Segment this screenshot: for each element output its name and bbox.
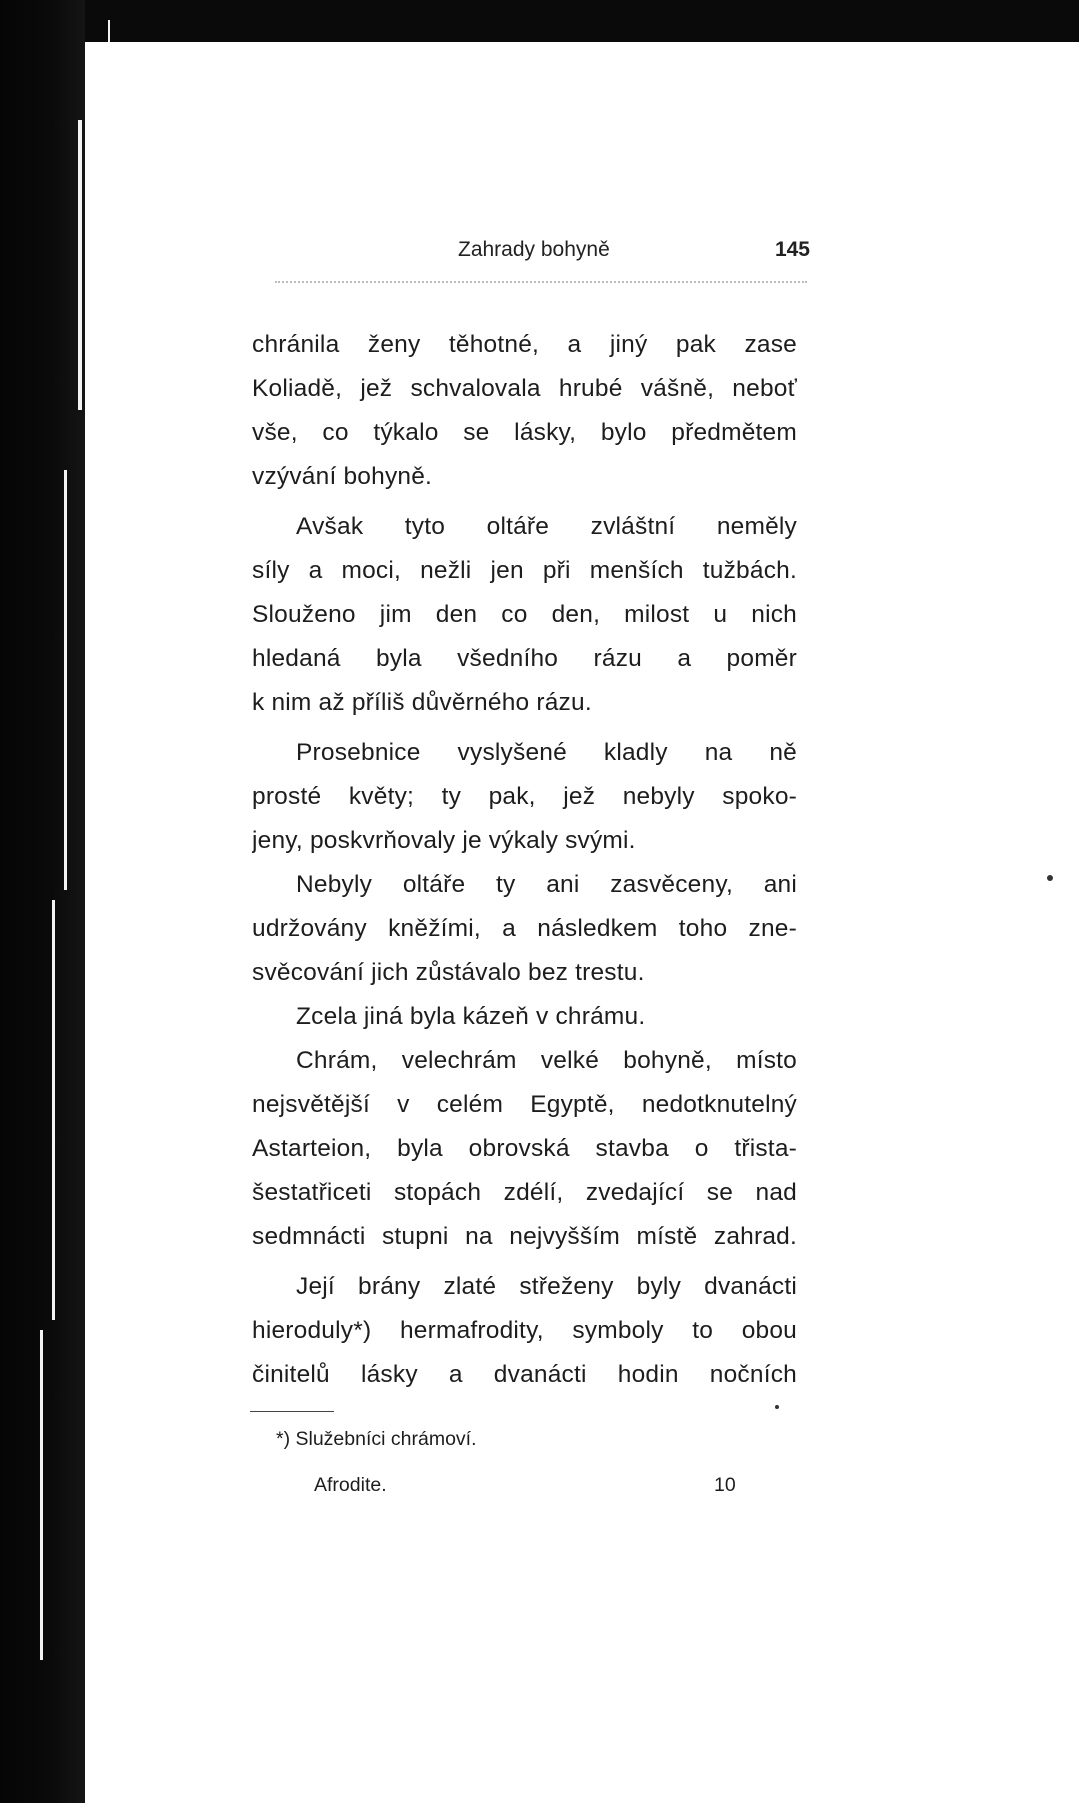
running-header: [170, 238, 810, 268]
text-line: Chrám, velechrám velké bohyně, místo: [296, 1047, 797, 1074]
running-title: Zahrady bohyně: [458, 238, 610, 261]
binding-edge-line: [40, 1330, 43, 1660]
text-line: Její brány zlaté střeženy byly dvanácti: [296, 1273, 797, 1300]
text-line: šestatřiceti stopách zdélí, zvedající se nad: [252, 1179, 797, 1206]
text-line: Slouženo jim den co den, milost u nich: [252, 601, 797, 628]
text-line: hieroduly*) hermafrodity, symboly to obou: [252, 1317, 797, 1344]
binding-edge-line: [64, 470, 67, 890]
text-line: Koliadě, jež schvalovala hrubé vášně, neboť: [252, 375, 797, 402]
text-line: prosté květy; ty pak, jež nebyly spoko-: [252, 783, 797, 810]
text-line: Nebyly oltáře ty ani zasvěceny, ani: [296, 871, 797, 898]
text-line: k nim až příliš důvěrného rázu.: [252, 689, 592, 716]
page-number: 145: [774, 238, 810, 261]
header-rule: [275, 281, 807, 283]
text-line: nejsvětější v celém Egyptě, nedotknutelný: [252, 1091, 797, 1118]
text-line: Avšak tyto oltáře zvláštní neměly: [296, 513, 797, 540]
text-line: síly a moci, nežli jen při menších tužbách.: [252, 557, 797, 584]
binding-edge-line: [52, 900, 55, 1320]
signature-title: Afrodite.: [314, 1474, 387, 1496]
text-line: vše, co týkalo se lásky, bylo předmětem: [252, 419, 797, 446]
text-line: jeny, poskvrňovaly je výkaly svými.: [252, 827, 636, 854]
text-line: činitelů lásky a dvanácti hodin nočních: [252, 1361, 797, 1388]
body-text: [252, 323, 797, 1397]
text-line: udržovány kněžími, a následkem toho zne-: [252, 915, 797, 942]
binding-edge-line: [78, 120, 82, 410]
text-line: svěcování jich zůstávalo bez trestu.: [252, 959, 645, 986]
text-line: vzývání bohyně.: [252, 463, 433, 490]
book-binding-edge: [0, 0, 85, 1803]
text-line: chránila ženy těhotné, a jiný pak zase: [252, 331, 797, 358]
signature-number: 10: [714, 1474, 736, 1496]
scan-speck: [1047, 875, 1053, 881]
scan-speck: [775, 1405, 779, 1409]
text-line: Prosebnice vyslyšené kladly na ně: [296, 739, 797, 766]
text-line: sedmnácti stupni na nejvyšším místě zahrad.: [252, 1223, 797, 1250]
text-line: hledaná byla všedního rázu a poměr: [252, 645, 797, 672]
footnote: *) Služebníci chrámoví.: [276, 1428, 477, 1450]
text-line: Astarteion, byla obrovská stavba o třista-: [252, 1135, 797, 1162]
footnote-rule: [250, 1411, 334, 1412]
text-line: Zcela jiná byla kázeň v chrámu.: [296, 1003, 646, 1030]
